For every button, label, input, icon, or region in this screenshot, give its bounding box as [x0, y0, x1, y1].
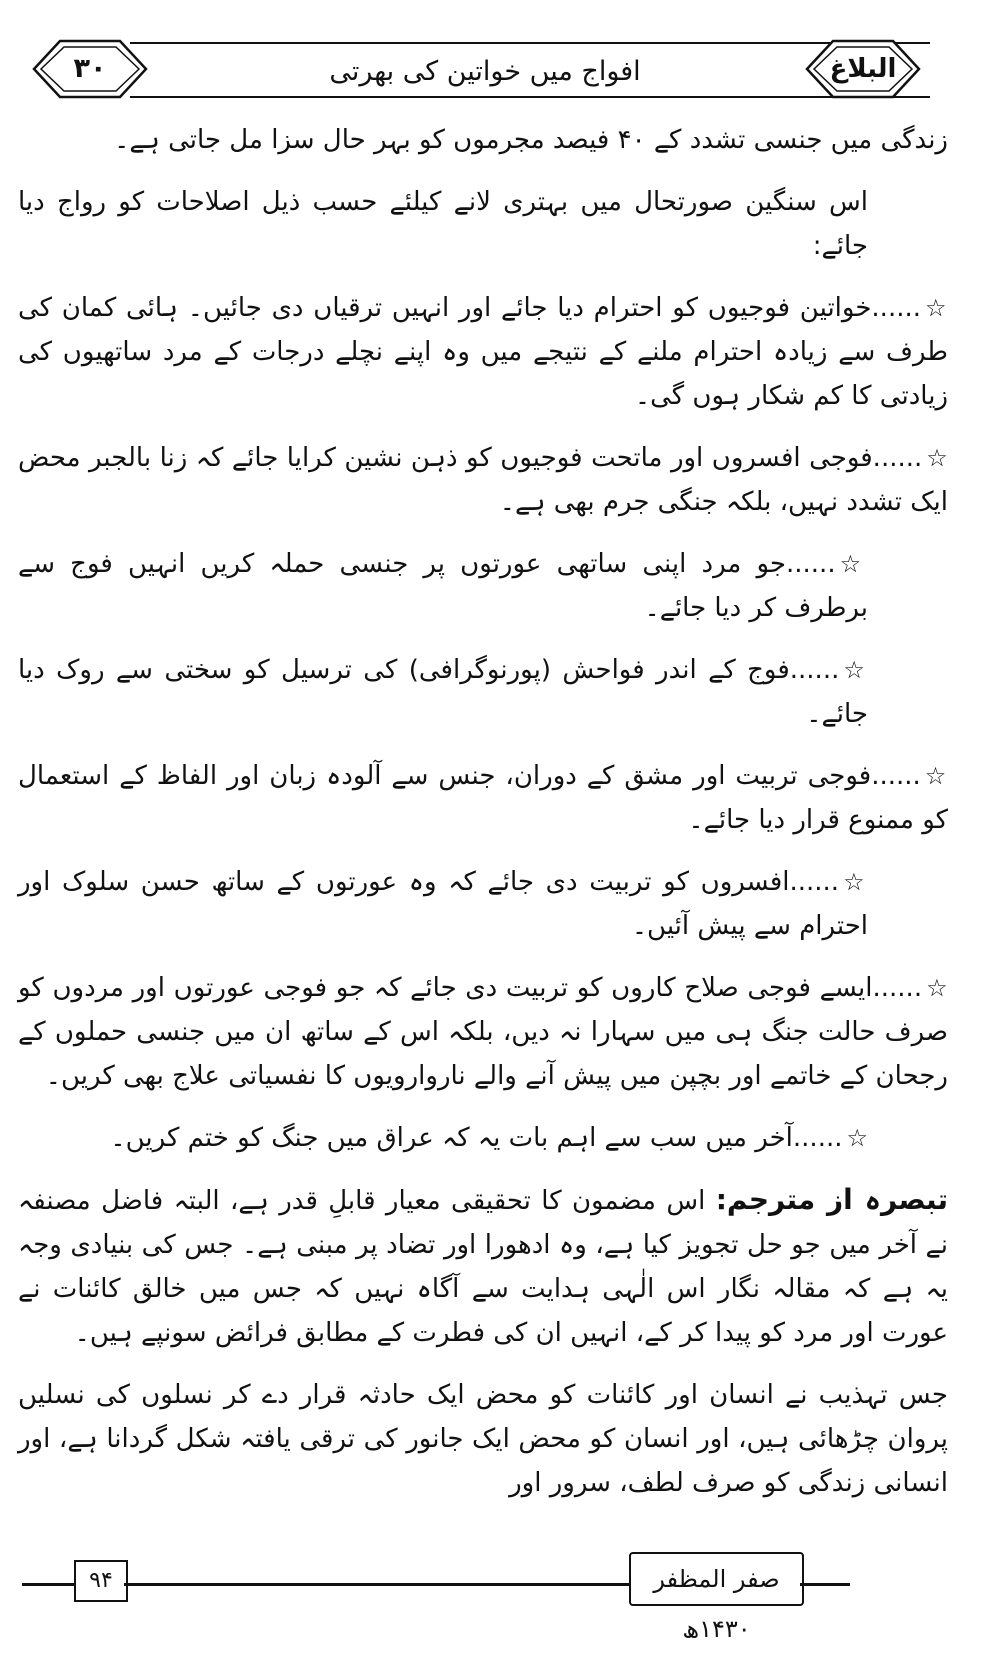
star-icon: ☆ [924, 762, 948, 790]
review-label: تبصرہ از مترجم: [715, 1183, 948, 1216]
list-item-text: ......فوجی افسروں اور ماتحت فوجیوں کو ذہن نشین کرایا جائے کہ زنا بالجبر محض ایک تشدد نہیں، بلکہ جنگی جرم بھی ہے۔ [18, 443, 948, 517]
article-body [18, 118, 948, 1523]
header-page-number: ۳۰ [73, 53, 107, 84]
header-page-number-badge [30, 38, 150, 100]
list-item [18, 286, 948, 418]
list-item [18, 436, 948, 524]
list-item-text: ......افسروں کو تربیت دی جائے کہ وہ عورتوں کے ساتھ حسن سلوک اور احترام سے پیش آئیں۔ [18, 867, 868, 941]
list-item [18, 1116, 948, 1160]
paragraph: جس تہذیب نے انسان اور کائنات کو محض ایک حادثہ قرار دے کر نسلوں کی نسلیں پروان چڑھائی ہیں، اور انسان کو محض ایک جانور کی ترقی یافتہ شکل گردانا ہے، اور انسانی زندگی کو صرف لطف، سرور اور [18, 1380, 948, 1498]
footer-rule [124, 1583, 629, 1586]
list-item [18, 648, 948, 736]
star-icon: ☆ [925, 294, 948, 322]
list-item [18, 542, 948, 630]
footer-rule [22, 1583, 74, 1586]
review-text: اس مضمون کا تحقیقی معیار قابلِ قدر ہے، البتہ فاضل مصنفہ نے آخر میں جو حل تجویز کیا ہے، وہ ادھورا اور تضاد پر مبنی ہے۔ جس کی بنیادی وجہ یہ ہے کہ مقالہ نگار اس الٰہی ہدایت سے آگاہ نہیں کہ جس میں خالق کائنات نے عورت اور مرد کو پیدا کر کے، انہیں ان کی فطرت کے مطابق فرائض سونپے ہیں۔ [18, 1186, 948, 1348]
list-item [18, 754, 948, 842]
journal-logo-text: البلاغ [829, 54, 897, 84]
list-item-text: ......جو مرد اپنی ساتھی عورتوں پر جنسی حملہ کریں انہیں فوج سے برطرف کر دیا جائے۔ [18, 549, 868, 623]
list-item-text: ......فوج کے اندر فواحش (پورنوگرافی) کی ترسیل کو سختی سے روک دیا جائے۔ [18, 655, 868, 729]
star-icon: ☆ [926, 974, 948, 1002]
list-item [18, 966, 948, 1098]
paragraph: اس سنگین صورتحال میں بہتری لانے کیلئے حسب ذیل اصلاحات کو رواج دیا جائے: [18, 187, 868, 261]
paragraph: زندگی میں جنسی تشدد کے ۴۰ فیصد مجرموں کو بہر حال سزا مل جاتی ہے۔ [114, 125, 948, 155]
star-icon: ☆ [843, 868, 869, 896]
star-icon: ☆ [839, 550, 869, 578]
footer-rule [800, 1583, 850, 1586]
list-item-text: ......آخر میں سب سے اہم بات یہ کہ عراق میں جنگ کو ختم کریں۔ [110, 1123, 843, 1153]
list-item-text: ......فوجی تربیت اور مشق کے دوران، جنس سے آلودہ زبان اور الفاظ کے استعمال کو ممنوع قرار دیا جائے۔ [18, 761, 948, 835]
footer-issue-date: صفر المظفر ۱۴۳۰ھ [629, 1552, 804, 1606]
translator-review [18, 1178, 948, 1355]
star-icon: ☆ [843, 656, 869, 684]
running-title: افواج میں خواتین کی بھرتی [329, 56, 641, 87]
list-item-text: ......ایسے فوجی صلاح کاروں کو تربیت دی جائے کہ جو فوجی عورتوں اور مردوں کو صرف حالت جنگ ہی میں سہارا نہ دیں، بلکہ اس کے ساتھ ان میں جنسی حملوں کے رجحان کے خاتمے اور بچپن میں پیش آنے والے ناروارویوں کا نفسیاتی علاج بھی کریں۔ [18, 973, 948, 1091]
star-icon: ☆ [846, 1124, 868, 1152]
list-item [18, 860, 948, 948]
journal-logo-badge [803, 38, 923, 100]
footer-page-number: ۹۴ [74, 1560, 128, 1602]
list-item-text: ......خواتین فوجیوں کو احترام دیا جائے اور انہیں ترقیاں دی جائیں۔ ہائی کمان کی طرف سے زیادہ احترام ملنے کے نتیجے میں وہ اپنے نچلے درجات کے مرد ساتھیوں کی زیادتی کا کم شکار ہوں گی۔ [18, 293, 948, 411]
star-icon: ☆ [926, 444, 948, 472]
